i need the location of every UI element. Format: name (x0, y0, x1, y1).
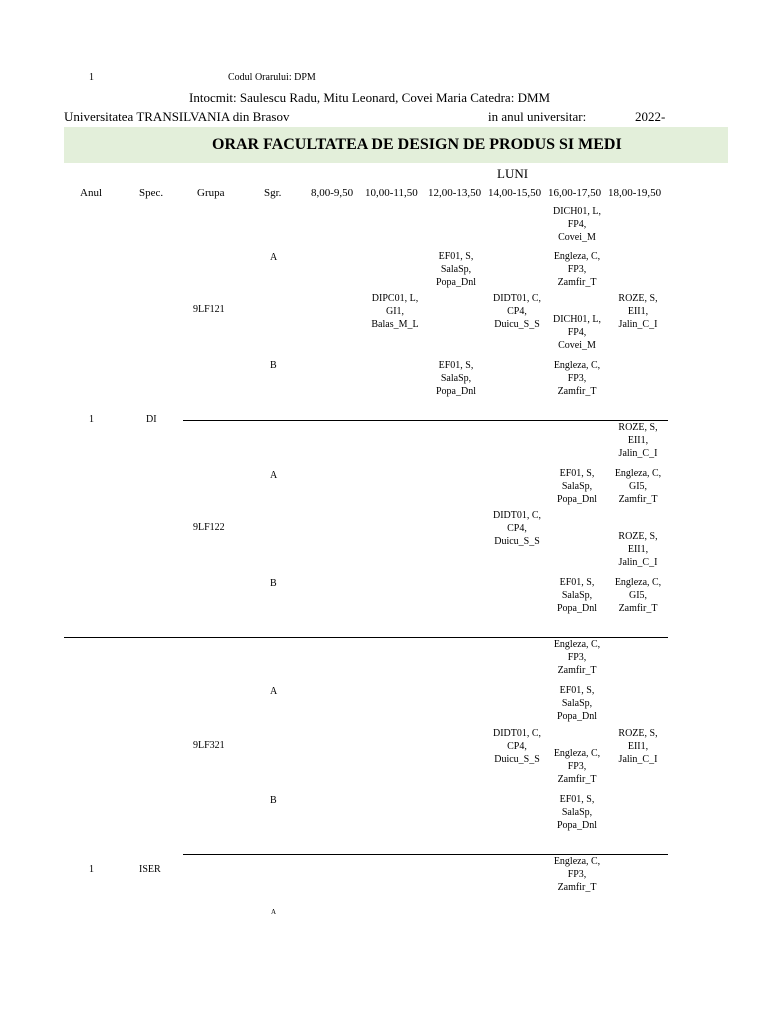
schedule-cell: DIPC01, L, GI1, Balas_M_L (371, 293, 419, 330)
group-9lf321: 9LF321 (193, 740, 225, 751)
group-separator (183, 420, 668, 421)
schedule-cell: DIDT01, C, CP4, Duicu_S_S (492, 293, 542, 330)
department-label: Catedra: (470, 90, 515, 105)
schedule-cell: Engleza, C, GI5, Zamfir_T (614, 468, 662, 505)
schedule-cell: Engleza, C, GI5, Zamfir_T (614, 577, 662, 614)
prepared-by-label: Intocmit: (189, 90, 237, 105)
schedule-cell: DIDT01, C, CP4, Duicu_S_S (492, 728, 542, 765)
year-cell-iser: 1 (89, 864, 94, 875)
schedule-cell: EF01, S, SalaSp, Popa_Dnl (436, 251, 476, 288)
subgroup-a: A (271, 908, 277, 916)
col-slot-3: 12,00-13,50 (428, 187, 482, 199)
schedule-cell: Engleza, C, FP3, Zamfir_T (553, 856, 601, 893)
spec-cell-iser: ISER (139, 864, 161, 875)
schedule-cell: DICH01, L, FP4, Covei_M (552, 314, 602, 351)
col-slot-6: 18,00-19,50 (608, 187, 662, 199)
academic-year-label: in anul universitar: (488, 109, 587, 124)
schedule-code (228, 72, 316, 83)
subgroup-a: A (270, 252, 278, 263)
page-number: 1 (89, 72, 94, 83)
schedule-cell: DIDT01, C, CP4, Duicu_S_S (492, 510, 542, 547)
col-spec: Spec. (139, 187, 164, 199)
university-name: Universitatea TRANSILVANIA din Brasov (64, 109, 290, 124)
subgroup-b: B (270, 795, 277, 806)
subgroup-b: B (270, 578, 277, 589)
schedule-cell: Engleza, C, FP3, Zamfir_T (553, 748, 601, 785)
col-slot-2: 10,00-11,50 (365, 187, 418, 199)
schedule-cell: EF01, S, SalaSp, Popa_Dnl (557, 468, 597, 505)
day-label: LUNI (497, 166, 529, 181)
col-slot-4: 14,00-15,50 (488, 187, 542, 199)
schedule-code-value: DPM (294, 72, 316, 83)
col-anul: Anul (80, 187, 102, 199)
schedule-cell: Engleza, C, FP3, Zamfir_T (553, 639, 601, 676)
prepared-by (189, 90, 550, 106)
schedule-code-label: Codul Orarului: (228, 72, 292, 83)
spec-cell-di: DI (146, 414, 157, 425)
col-slot-1: 8,00-9,50 (311, 187, 354, 199)
schedule-cell: EF01, S, SalaSp, Popa_Dnl (557, 577, 597, 614)
schedule-cell: Engleza, C, FP3, Zamfir_T (553, 251, 601, 288)
schedule-cell: ROZE, S, EII1, Jalin_C_I (618, 293, 658, 330)
schedule-cell: ROZE, S, EII1, Jalin_C_I (618, 422, 658, 459)
group-9lf122: 9LF122 (193, 522, 225, 533)
prepared-by-value: Saulescu Radu, Mitu Leonard, Covei Maria (239, 90, 468, 105)
schedule-cell: EF01, S, SalaSp, Popa_Dnl (557, 685, 597, 722)
col-grupa: Grupa (197, 187, 225, 199)
department-value: DMM (517, 90, 551, 105)
schedule-cell: EF01, S, SalaSp, Popa_Dnl (436, 360, 476, 397)
schedule-cell: ROZE, S, EII1, Jalin_C_I (618, 531, 658, 568)
page-title: ORAR FACULTATEA DE DESIGN DE PRODUS SI MEDI (212, 136, 622, 153)
schedule-cell: ROZE, S, EII1, Jalin_C_I (618, 728, 658, 765)
academic-year-value: 2022- (635, 109, 666, 124)
subgroup-a: A (270, 470, 278, 481)
schedule-cell: DICH01, L, FP4, Covei_M (552, 206, 602, 243)
group-9lf121: 9LF121 (193, 304, 225, 315)
col-slot-5: 16,00-17,50 (548, 187, 602, 199)
col-sgr: Sgr. (264, 187, 282, 199)
schedule-cell: EF01, S, SalaSp, Popa_Dnl (557, 794, 597, 831)
subgroup-b: B (270, 360, 277, 371)
subgroup-a: A (270, 686, 278, 697)
year-cell-di: 1 (89, 414, 94, 425)
schedule-cell: Engleza, C, FP3, Zamfir_T (553, 360, 601, 397)
